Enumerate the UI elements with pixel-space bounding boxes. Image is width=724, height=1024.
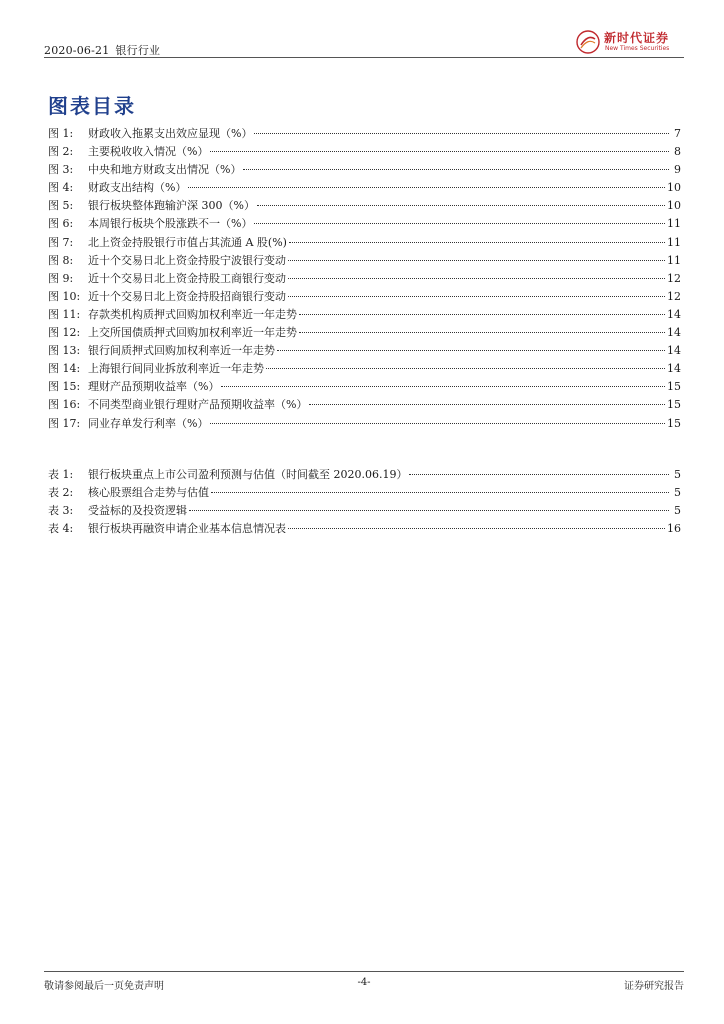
toc-entry-label: 图 2: — [48, 145, 74, 159]
toc-entry-leader — [254, 133, 669, 134]
logo-mark-icon — [576, 30, 600, 54]
toc-entry-leader — [299, 314, 665, 315]
toc-entry-label: 图 5: — [48, 199, 74, 213]
toc-entry-label: 图 7: — [48, 235, 74, 249]
footer-report-type: 证券研究报告 — [624, 981, 684, 992]
toc-entry-title: 中央和地方财政支出情况（%） — [88, 163, 242, 177]
header-info — [44, 42, 160, 58]
toc-entry-label: 图 16: — [48, 398, 81, 412]
toc-entry-page: 12 — [667, 289, 681, 303]
report-date: 2020-06-21 — [44, 44, 110, 57]
toc-entry-leader — [299, 332, 665, 333]
toc-entry-title: 同业存单发行利率（%） — [88, 416, 209, 430]
toc-entry-label: 图 14: — [48, 362, 81, 376]
toc-entry-title: 近十个交易日北上资金持股宁波银行变动 — [88, 253, 286, 267]
toc-entry-label: 图 12: — [48, 326, 81, 340]
toc-entry-title: 存款类机构质押式回购加权利率近一年走势 — [88, 307, 297, 321]
figure-toc-entry[interactable] — [48, 234, 681, 252]
toc-entry-title: 主要税收收入情况（%） — [88, 145, 209, 159]
toc-entry-title: 本周银行板块个股涨跌不一（%） — [88, 217, 253, 231]
toc-entry-page: 15 — [667, 380, 681, 394]
toc-entry-title: 近十个交易日北上资金持股工商银行变动 — [88, 271, 286, 285]
figure-toc-entry[interactable] — [48, 288, 681, 306]
header-divider — [44, 57, 684, 58]
toc-entry-page: 7 — [674, 127, 681, 140]
toc-entry-leader — [288, 260, 665, 261]
toc-entry-page: 14 — [667, 326, 681, 340]
toc-entry-label: 图 4: — [48, 181, 74, 195]
toc-entry-label: 图 13: — [48, 344, 81, 358]
toc-entry-label: 图 15: — [48, 380, 81, 394]
figure-toc-entry[interactable] — [48, 415, 681, 433]
figure-toc-entry[interactable] — [48, 252, 681, 270]
figure-list — [48, 125, 681, 433]
toc-entry-title: 北上资金持股银行市值占其流通 A 股(%) — [88, 235, 287, 249]
toc-entry-leader — [189, 510, 669, 511]
toc-entry-leader — [288, 278, 665, 279]
toc-entry-title: 受益标的及投资逻辑 — [88, 504, 187, 518]
toc-entry-leader — [221, 386, 665, 387]
toc-entry-label: 图 3: — [48, 163, 74, 177]
toc-entry-leader — [288, 296, 665, 297]
logo-name-en: New Times Securities — [605, 45, 670, 52]
toc-entry-leader — [210, 151, 669, 152]
toc-entry-page: 15 — [667, 398, 681, 412]
toc-entry-page: 5 — [674, 504, 681, 518]
toc-title: 图表目录 — [48, 94, 136, 118]
figure-toc-entry[interactable] — [48, 306, 681, 324]
figure-toc-entry[interactable] — [48, 179, 681, 197]
figure-toc-entry[interactable] — [48, 161, 681, 179]
toc-entry-leader — [254, 223, 665, 224]
toc-entry-title: 上交所国债质押式回购加权利率近一年走势 — [88, 326, 297, 340]
toc-entry-page: 14 — [667, 362, 681, 376]
table-toc-entry[interactable] — [48, 466, 681, 484]
toc-entry-leader — [257, 205, 665, 206]
toc-entry-page: 14 — [667, 344, 681, 358]
toc-entry-page: 8 — [674, 145, 681, 159]
toc-entry-leader — [288, 528, 665, 529]
toc-entry-page: 5 — [674, 486, 681, 500]
figure-toc-entry[interactable] — [48, 143, 681, 161]
toc-entry-title: 理财产品预期收益率（%） — [88, 380, 220, 394]
toc-entry-title: 核心股票组合走势与估值 — [88, 486, 209, 500]
toc-entry-label: 表 1: — [48, 468, 74, 481]
footer-divider — [44, 971, 684, 972]
toc-entry-label: 表 3: — [48, 504, 74, 518]
logo-name-cn: 新时代证券 — [604, 31, 670, 45]
figure-toc-entry[interactable] — [48, 342, 681, 360]
toc-entry-title: 上海银行间同业拆放利率近一年走势 — [88, 362, 264, 376]
toc-entry-leader — [188, 187, 665, 188]
toc-entry-page: 15 — [667, 416, 681, 430]
figure-toc-entry[interactable] — [48, 270, 681, 288]
figure-toc-entry[interactable] — [48, 378, 681, 396]
toc-entry-leader — [243, 169, 669, 170]
figure-toc-entry[interactable] — [48, 360, 681, 378]
toc-entry-page: 14 — [667, 307, 681, 321]
figure-toc-entry[interactable] — [48, 324, 681, 342]
toc-entry-label: 图 1: — [48, 127, 74, 140]
report-sector: 银行行业 — [115, 44, 161, 57]
toc-entry-label: 图 11: — [48, 307, 81, 321]
toc-entry-leader — [266, 368, 665, 369]
table-toc-entry[interactable] — [48, 484, 681, 502]
toc-entry-title: 银行板块重点上市公司盈利预测与估值（时间截至 2020.06.19） — [88, 468, 408, 481]
toc-entry-page: 9 — [674, 163, 681, 177]
toc-entry-label: 图 6: — [48, 217, 74, 231]
toc-entry-leader — [211, 492, 669, 493]
table-toc-entry[interactable] — [48, 520, 681, 538]
toc-entry-label: 表 2: — [48, 486, 74, 500]
toc-entry-page: 10 — [667, 199, 681, 213]
toc-entry-page: 11 — [667, 235, 681, 249]
company-logo — [576, 28, 684, 56]
figure-toc-entry[interactable] — [48, 125, 681, 143]
toc-entry-title: 银行板块整体跑输沪深 300（%） — [88, 199, 255, 213]
toc-entry-leader — [309, 404, 665, 405]
table-toc-entry[interactable] — [48, 502, 681, 520]
footer-disclaimer: 敬请参阅最后一页免责声明 — [44, 981, 164, 992]
page-footer — [44, 977, 684, 991]
toc-entry-label: 图 8: — [48, 253, 74, 267]
toc-entry-page: 10 — [667, 181, 681, 195]
toc-entry-label: 图 10: — [48, 289, 81, 303]
toc-entry-title: 不同类型商业银行理财产品预期收益率（%） — [88, 398, 308, 412]
page-number: -4- — [357, 977, 371, 988]
toc-entry-page: 16 — [667, 522, 681, 536]
toc-entry-title: 财政收入拖累支出效应显现（%） — [88, 127, 253, 140]
toc-entry-label: 表 4: — [48, 522, 74, 536]
toc-entry-page: 11 — [667, 253, 681, 267]
toc-entry-page: 11 — [667, 217, 681, 231]
toc-entry-title: 财政支出结构（%） — [88, 181, 187, 195]
toc-entry-title: 近十个交易日北上资金持股招商银行变动 — [88, 289, 286, 303]
toc-entry-leader — [409, 474, 669, 475]
toc-entry-page: 5 — [674, 468, 681, 481]
page-header — [44, 28, 684, 58]
toc-entry-leader — [277, 350, 665, 351]
table-list — [48, 466, 681, 538]
toc-entry-label: 图 9: — [48, 271, 74, 285]
figure-toc-entry[interactable] — [48, 396, 681, 414]
toc-entry-title: 银行间质押式回购加权利率近一年走势 — [88, 344, 275, 358]
toc-entry-title: 银行板块再融资申请企业基本信息情况表 — [88, 522, 286, 536]
toc-entry-page: 12 — [667, 271, 681, 285]
toc-entry-leader — [210, 423, 665, 424]
toc-entry-leader — [289, 242, 665, 243]
figure-toc-entry[interactable] — [48, 197, 681, 215]
figure-toc-entry[interactable] — [48, 215, 681, 233]
toc-entry-label: 图 17: — [48, 416, 81, 430]
